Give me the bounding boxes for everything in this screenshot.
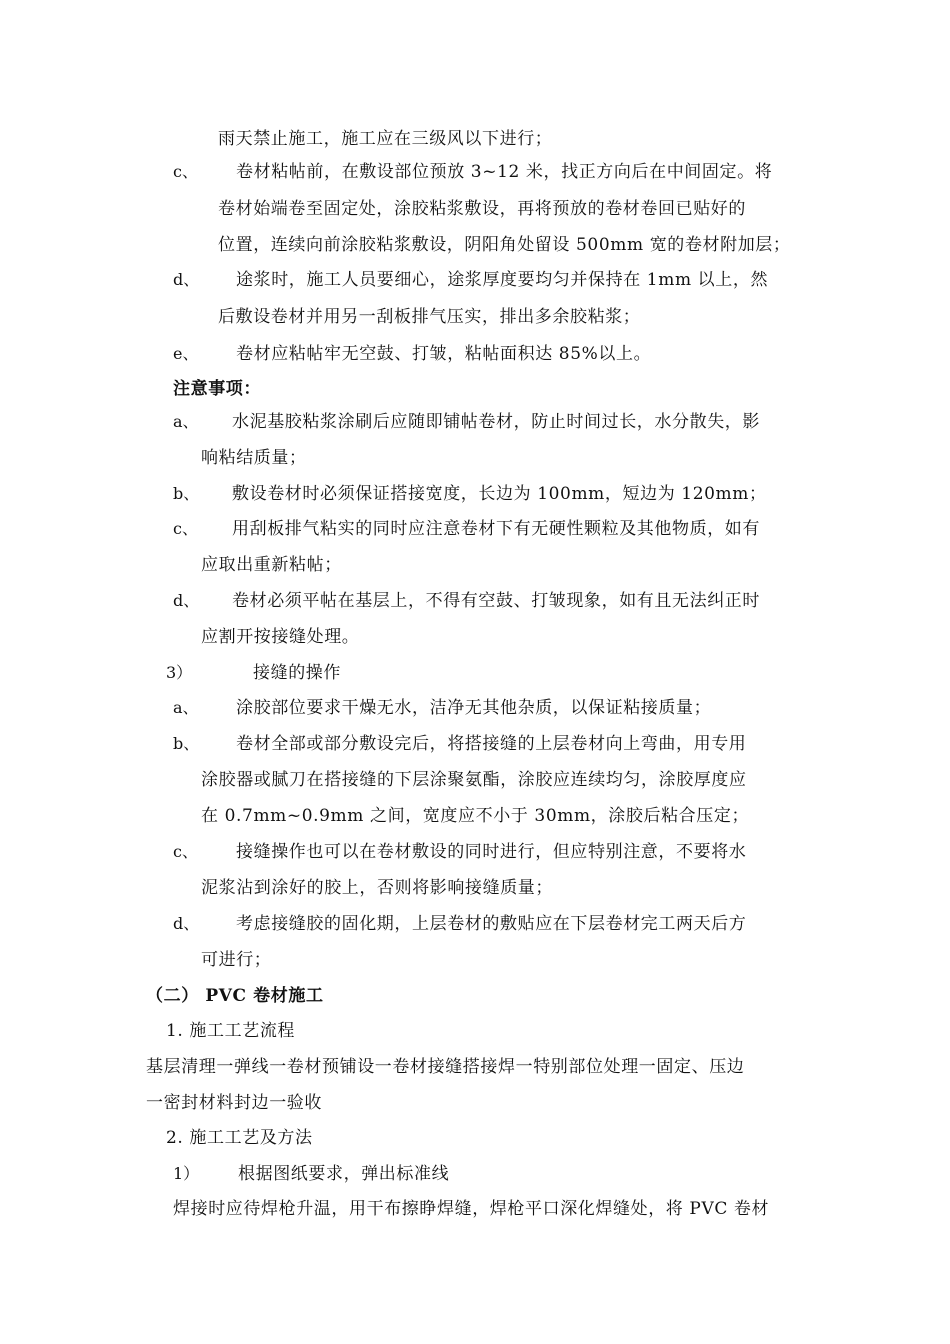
list-marker: a、 [173,698,199,717]
list-marker: 1） [173,1164,200,1183]
text-line: 雨天禁止施工，施工应在三级风以下进行； [218,129,553,149]
text-line: 泥浆沾到涂好的胶上，否则将影响接缝质量； [201,878,553,898]
text-line: 水泥基胶粘浆涂刷后应随即铺帖卷材，防止时间过长，水分散失，影 [232,412,760,432]
text-line: 卷材全部或部分敷设完后，将搭接缝的上层卷材向上弯曲，用专用 [236,734,747,754]
text-line: 焊接时应待焊枪升温，用干布擦睁焊缝，焊枪平口深化焊缝处，将 PVC 卷材 [173,1199,770,1219]
text-line: 涂胶器或腻刀在搭接缝的下层涂聚氨酯，涂胶应连续均匀，涂胶厚度应 [201,770,747,790]
list-marker: a、 [173,412,199,431]
text-line: 应取出重新粘帖； [201,555,342,575]
text-line: 考虑接缝胶的固化期，上层卷材的敷贴应在下层卷材完工两天后方 [236,914,747,934]
text-line: 位置，连续向前涂胶粘浆敷设，阴阳角处留设 500mm 宽的卷材附加层； [218,235,791,255]
section-heading: 注意事项： [173,379,261,399]
list-marker: b、 [173,484,200,503]
list-marker: c、 [173,162,198,181]
text-line: 途浆时，施工人员要细心，途浆厚度要均匀并保持在 1mm 以上，然 [236,270,769,290]
list-marker: d、 [173,914,200,933]
text-line: 卷材始端卷至固定处，涂胶粘浆敷设，再将预放的卷材卷回已贴好的 [218,199,746,219]
text-line: 敷设卷材时必须保证搭接宽度，长边为 100mm，短边为 120mm； [232,484,767,504]
text-line: 接缝操作也可以在卷材敷设的同时进行，但应特别注意，不要将水 [236,842,747,862]
text-line: 后敷设卷材并用另一刮板排气压实，排出多余胶粘浆； [218,307,641,327]
text-line: 一密封材料封边一验收 [146,1093,322,1113]
list-marker: c、 [173,519,198,538]
text-line: 卷材必须平帖在基层上，不得有空鼓、打皱现象，如有且无法纠正时 [232,591,760,611]
text-line: 卷材粘帖前，在敷设部位预放 3~12 米，找正方向后在中间固定。将 [236,162,773,182]
text-line: 涂胶部位要求干燥无水，洁净无其他杂质，以保证粘接质量； [236,698,712,718]
text-line: 根据图纸要求，弹出标准线 [238,1164,450,1184]
list-marker: b、 [173,734,200,753]
text-line: 可进行； [201,950,272,970]
section-heading: （二） PVC 卷材施工 [146,986,324,1006]
list-marker: c、 [173,842,198,861]
text-line: 卷材应粘帖牢无空鼓、打皱，粘帖面积达 85%以上。 [236,344,652,364]
list-marker: d、 [173,270,200,289]
text-line: 响粘结质量； [201,448,307,468]
list-marker: e、 [173,344,199,363]
text-line: 用刮板排气粘实的同时应注意卷材下有无硬性颗粒及其他物质，如有 [232,519,760,539]
text-line: 接缝的操作 [253,663,341,683]
text-line: 在 0.7mm~0.9mm 之间，宽度应不小于 30mm，涂胶后粘合压定； [201,806,750,826]
subsection-heading: 2. 施工工艺及方法 [166,1128,313,1148]
subsection-heading: 1. 施工工艺流程 [166,1021,296,1041]
list-marker: 3） [166,663,193,682]
text-line: 基层清理一弹线一卷材预铺设一卷材接缝搭接焊一特别部位处理一固定、压边 [146,1057,745,1077]
list-marker: d、 [173,591,200,610]
text-line: 应割开按接缝处理。 [201,627,360,647]
